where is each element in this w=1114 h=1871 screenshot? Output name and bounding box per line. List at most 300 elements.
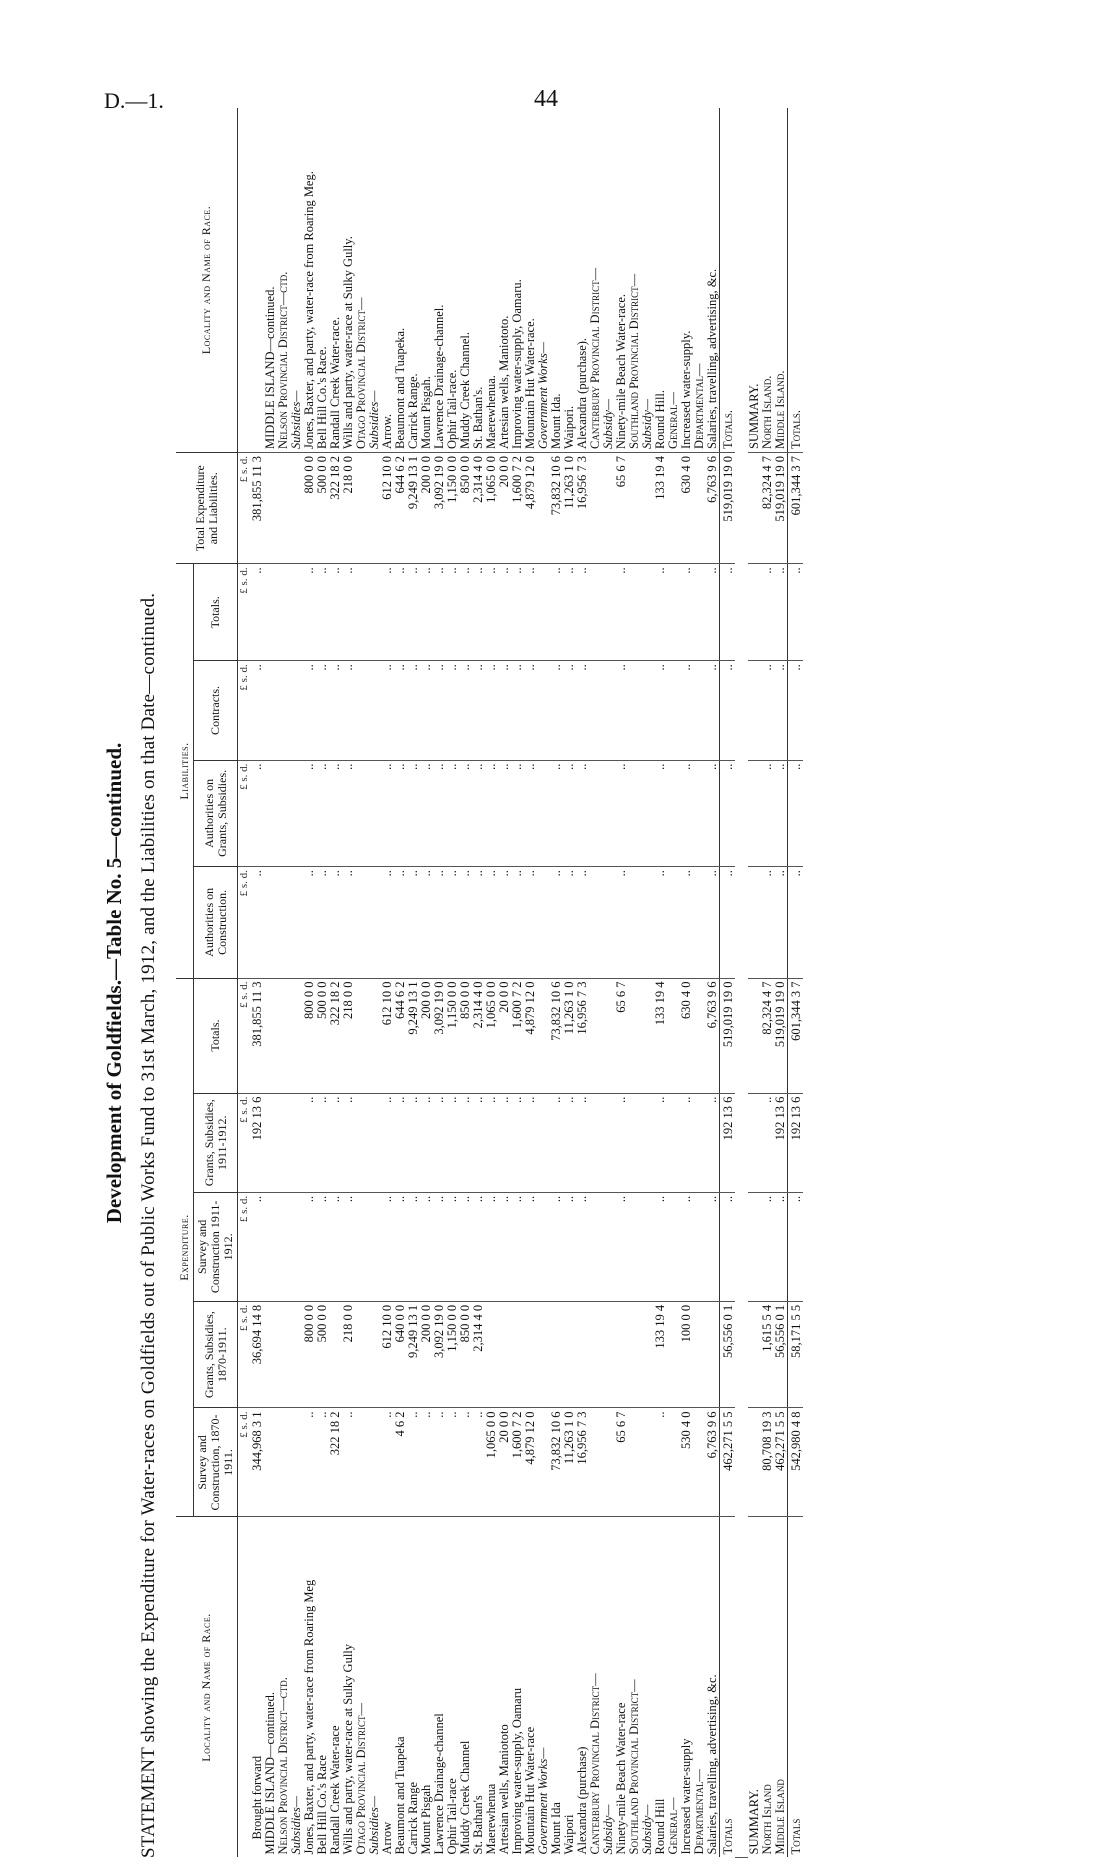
- cell-c5: 644 6 2: [394, 978, 407, 1093]
- row-locality-right: Artesian wells, Maniototo.: [498, 108, 511, 453]
- cell-c5: 630 4 0: [680, 978, 693, 1093]
- cell-c10: 381,855 11 3: [251, 453, 264, 564]
- row-locality: St. Bathan's: [471, 1795, 485, 1855]
- cell-c7: [355, 760, 368, 867]
- cell-c6: ..: [680, 867, 693, 978]
- cell-c4: [693, 1093, 706, 1192]
- row-locality: Totals: [788, 1517, 804, 1858]
- cell-c7: ..: [615, 760, 628, 867]
- unit-label: £ s. d.: [238, 867, 252, 978]
- unit-label: £ s. d.: [238, 760, 252, 867]
- cell-c5: 601,344 3 7: [788, 978, 804, 1093]
- unit-label: £ s. d.: [238, 453, 252, 564]
- cell-c9: [264, 564, 277, 661]
- row-locality-right: Arrow.: [381, 108, 394, 453]
- cell-c8: ..: [550, 661, 563, 760]
- cell-c5: 800 0 0: [303, 978, 316, 1093]
- cell-c3: [355, 1192, 368, 1301]
- row-locality-right: Mountain Hut Water-race.: [524, 108, 537, 453]
- cell-c9: ..: [563, 564, 576, 661]
- cell-c3: ..: [788, 1192, 804, 1301]
- cell-c3: ..: [706, 1192, 720, 1301]
- row-locality: Departmental—: [692, 1769, 706, 1855]
- cell-c2: [511, 1301, 524, 1408]
- cell-c6: ..: [706, 867, 720, 978]
- cell-c3: ..: [720, 1192, 736, 1301]
- cell-c5: 3,092 19 0: [433, 978, 446, 1093]
- cell-c5: 20 0 0: [498, 978, 511, 1093]
- unit-label: £ s. d.: [238, 564, 252, 661]
- cell-c9: [368, 564, 381, 661]
- cell-c2: 133 19 4: [654, 1301, 667, 1408]
- cell-c7: ..: [316, 760, 329, 867]
- cell-c7: ..: [550, 760, 563, 867]
- cell-c10: 1,600 7 2: [511, 453, 524, 564]
- cell-c6: ..: [654, 867, 667, 978]
- cell-c1: ..: [381, 1408, 394, 1517]
- row-locality-right: Beaumont and Tuapeka.: [394, 108, 407, 453]
- cell-c4: 192 13 6: [774, 1093, 788, 1192]
- row-locality-right: Subsidies—: [368, 108, 381, 453]
- cell-c8: ..: [706, 661, 720, 760]
- cell-c4: ..: [394, 1093, 407, 1192]
- cell-c1: 16,956 7 3: [576, 1408, 589, 1517]
- cell-c9: ..: [524, 564, 537, 661]
- cell-c9: ..: [342, 564, 355, 661]
- cell-c3: ..: [761, 1192, 774, 1301]
- cell-c2: 1,150 0 0: [446, 1301, 459, 1408]
- cell-c6: ..: [485, 867, 498, 978]
- cell-c1: ..: [433, 1408, 446, 1517]
- cell-c6: ..: [316, 867, 329, 978]
- row-locality: Ophir Tail-race: [445, 1778, 459, 1855]
- header-auth-grants: Authorities on Grants, Subsidies.: [194, 760, 238, 867]
- cell-c5: 1,600 7 2: [511, 978, 524, 1093]
- cell-c9: [602, 564, 615, 661]
- cell-c7: [290, 760, 303, 867]
- cell-c10: [277, 453, 290, 564]
- cell-c9: ..: [303, 564, 316, 661]
- cell-c10: 630 4 0: [680, 453, 693, 564]
- cell-c7: ..: [420, 760, 433, 867]
- cell-c7: ..: [524, 760, 537, 867]
- cell-c3: ..: [316, 1192, 329, 1301]
- row-locality: Muddy Creek Channel: [458, 1740, 472, 1855]
- cell-c5: 322 18 2: [329, 978, 342, 1093]
- cell-c9: ..: [381, 564, 394, 661]
- cell-c8: [602, 661, 615, 760]
- row-locality-right: Totals.: [788, 108, 804, 453]
- cell-c9: ..: [498, 564, 511, 661]
- cell-c6: ..: [342, 867, 355, 978]
- cell-c2: [576, 1301, 589, 1408]
- cell-c4: ..: [706, 1093, 720, 1192]
- cell-c8: ..: [576, 661, 589, 760]
- cell-c10: 500 0 0: [316, 453, 329, 564]
- cell-c10: 612 10 0: [381, 453, 394, 564]
- cell-c5: 82,324 4 7: [761, 978, 774, 1093]
- cell-c7: [589, 760, 602, 867]
- row-locality: Mount Ida: [549, 1802, 563, 1855]
- table-row: [277, 108, 290, 1858]
- cell-c9: [537, 564, 550, 661]
- cell-c5: 4,879 12 0: [524, 978, 537, 1093]
- cell-c8: ..: [485, 661, 498, 760]
- row-locality-right: Mount Pisgah.: [420, 108, 433, 453]
- cell-c7: ..: [563, 760, 576, 867]
- row-locality: Bell Hill Co.'s Race: [315, 1755, 329, 1855]
- cell-c3: ..: [615, 1192, 628, 1301]
- cell-c3: ..: [459, 1192, 472, 1301]
- cell-c3: ..: [576, 1192, 589, 1301]
- cell-c8: [641, 661, 654, 760]
- cell-c8: [264, 661, 277, 760]
- cell-c4: [589, 1093, 602, 1192]
- cell-c4: ..: [654, 1093, 667, 1192]
- cell-c10: [264, 453, 277, 564]
- cell-c4: ..: [511, 1093, 524, 1192]
- cell-c7: ..: [576, 760, 589, 867]
- header-grants-1911: Grants, Subsidies, 1911-1912.: [194, 1093, 238, 1192]
- cell-c1: ..: [654, 1408, 667, 1517]
- cell-c4: [277, 1093, 290, 1192]
- cell-c4: ..: [576, 1093, 589, 1192]
- cell-c4: ..: [563, 1093, 576, 1192]
- cell-c9: ..: [788, 564, 804, 661]
- cell-c9: ..: [472, 564, 485, 661]
- cell-c6: ..: [720, 867, 736, 978]
- cell-c1: ..: [459, 1408, 472, 1517]
- cell-c3: ..: [446, 1192, 459, 1301]
- cell-c1: [368, 1408, 381, 1517]
- cell-c10: 519,019 19 0: [774, 453, 788, 564]
- cell-c8: ..: [761, 661, 774, 760]
- cell-c1: 1,065 0 0: [485, 1408, 498, 1517]
- cell-c1: 80,708 19 3: [761, 1408, 774, 1517]
- cell-c5: 200 0 0: [420, 978, 433, 1093]
- cell-c4: ..: [342, 1093, 355, 1192]
- cell-c9: ..: [394, 564, 407, 661]
- cell-c8: ..: [433, 661, 446, 760]
- cell-c8: ..: [251, 661, 264, 760]
- cell-c5: [355, 978, 368, 1093]
- cell-c9: [693, 564, 706, 661]
- cell-c9: ..: [433, 564, 446, 661]
- cell-c6: ..: [394, 867, 407, 978]
- cell-c4: ..: [498, 1093, 511, 1192]
- row-locality: Lawrence Drainage-channel: [432, 1713, 446, 1855]
- cell-c9: ..: [706, 564, 720, 661]
- cell-c10: 200 0 0: [420, 453, 433, 564]
- cell-c5: [264, 978, 277, 1093]
- cell-c2: 200 0 0: [420, 1301, 433, 1408]
- cell-c2: 218 0 0: [342, 1301, 355, 1408]
- row-locality-right: Nelson Provincial District—ctd.: [277, 108, 290, 453]
- cell-c4: 192 13 6: [788, 1093, 804, 1192]
- cell-c1: 4,879 12 0: [524, 1408, 537, 1517]
- cell-c1: [264, 1408, 277, 1517]
- cell-c10: 322 18 2: [329, 453, 342, 564]
- cell-c3: [602, 1192, 615, 1301]
- cell-c2: [615, 1301, 628, 1408]
- cell-c10: [589, 453, 602, 564]
- cell-c1: [277, 1408, 290, 1517]
- cell-c2: 1,615 5 4: [761, 1301, 774, 1408]
- cell-c1: 462,271 5 5: [774, 1408, 788, 1517]
- cell-c3: ..: [433, 1192, 446, 1301]
- cell-c6: ..: [420, 867, 433, 978]
- row-locality: Jones, Baxter, and party, water-race from Roaring Meg: [302, 1579, 316, 1855]
- row-locality: Maerewhenua: [484, 1783, 498, 1855]
- cell-c3: [290, 1192, 303, 1301]
- cell-c2: 612 10 0: [381, 1301, 394, 1408]
- cell-c6: [667, 867, 680, 978]
- cell-c8: ..: [381, 661, 394, 760]
- cell-c1: ..: [407, 1408, 420, 1517]
- cell-c4: ..: [316, 1093, 329, 1192]
- cell-c3: ..: [342, 1192, 355, 1301]
- header-total-exp: Total Expenditure and Liabilities.: [176, 453, 238, 564]
- cell-c9: ..: [446, 564, 459, 661]
- cell-c6: ..: [550, 867, 563, 978]
- row-locality: Increased water-supply: [679, 1738, 693, 1855]
- cell-c6: [537, 867, 550, 978]
- cell-c10: 65 6 7: [615, 453, 628, 564]
- cell-c5: 73,832 10 6: [550, 978, 563, 1093]
- cell-c5: 381,855 11 3: [251, 978, 264, 1093]
- cell-c1: 4 6 2: [394, 1408, 407, 1517]
- cell-c7: [667, 760, 680, 867]
- cell-c8: ..: [654, 661, 667, 760]
- cell-c4: [368, 1093, 381, 1192]
- cell-c3: [628, 1192, 641, 1301]
- row-locality: Middle Island: [773, 1779, 787, 1855]
- cell-c8: [693, 661, 706, 760]
- cell-c7: [641, 760, 654, 867]
- cell-c6: ..: [472, 867, 485, 978]
- cell-c6: ..: [563, 867, 576, 978]
- cell-c7: [693, 760, 706, 867]
- cell-c1: 542,980 4 8: [788, 1408, 804, 1517]
- table-row: [774, 108, 788, 1858]
- cell-c5: 519,019 19 0: [774, 978, 788, 1093]
- cell-c10: 11,263 1 0: [563, 453, 576, 564]
- cell-c7: ..: [459, 760, 472, 867]
- cell-c8: ..: [788, 661, 804, 760]
- cell-c9: ..: [615, 564, 628, 661]
- cell-c6: ..: [407, 867, 420, 978]
- cell-c5: 133 19 4: [654, 978, 667, 1093]
- goldfields-table: [176, 108, 803, 1858]
- cell-c6: [589, 867, 602, 978]
- row-locality-right: Middle Island.: [774, 108, 788, 453]
- cell-c2: [524, 1301, 537, 1408]
- cell-c7: [368, 760, 381, 867]
- row-locality: Round Hill: [653, 1798, 667, 1855]
- header-auth-construction: Authorities on Construction.: [194, 867, 238, 978]
- cell-c9: ..: [720, 564, 736, 661]
- cell-c9: [589, 564, 602, 661]
- row-locality-right: Subsidy—: [602, 108, 615, 453]
- cell-c7: ..: [788, 760, 804, 867]
- row-locality-right: Improving water-supply, Oamaru.: [511, 108, 524, 453]
- cell-c1: [355, 1408, 368, 1517]
- cell-c4: [628, 1093, 641, 1192]
- cell-c6: ..: [788, 867, 804, 978]
- cell-c5: 11,263 1 0: [563, 978, 576, 1093]
- unit-label: £ s. d.: [238, 1192, 252, 1301]
- cell-c6: [290, 867, 303, 978]
- cell-c10: 4,879 12 0: [524, 453, 537, 564]
- row-locality-right: Otago Provincial District—: [355, 108, 368, 453]
- cell-c7: [264, 760, 277, 867]
- cell-c7: [537, 760, 550, 867]
- row-locality: Brought forward: [250, 1755, 264, 1840]
- row-locality-right: North Island.: [761, 108, 774, 453]
- cell-c1: 65 6 7: [615, 1408, 628, 1517]
- row-locality-right: General—: [667, 108, 680, 453]
- cell-c8: [667, 661, 680, 760]
- cell-c3: ..: [472, 1192, 485, 1301]
- cell-c10: 16,956 7 3: [576, 453, 589, 564]
- cell-c7: ..: [433, 760, 446, 867]
- row-locality-right: Ophir Tail-race.: [446, 108, 459, 453]
- cell-c1: 344,968 3 1: [251, 1408, 264, 1517]
- row-locality: Artesian wells, Maniototo: [497, 1724, 511, 1855]
- cell-c5: 2,314 4 0: [472, 978, 485, 1093]
- cell-c3: [667, 1192, 680, 1301]
- cell-c7: ..: [329, 760, 342, 867]
- cell-c1: ..: [420, 1408, 433, 1517]
- cell-c1: ..: [342, 1408, 355, 1517]
- cell-c10: 73,832 10 6: [550, 453, 563, 564]
- cell-c6: ..: [774, 867, 788, 978]
- unit-label: £ s. d.: [238, 1093, 252, 1192]
- header-exp-totals: Totals.: [194, 978, 238, 1093]
- page-ref: D.—1.: [104, 88, 164, 113]
- cell-c8: ..: [615, 661, 628, 760]
- cell-c6: ..: [498, 867, 511, 978]
- cell-c8: ..: [316, 661, 329, 760]
- cell-c6: ..: [251, 867, 264, 978]
- cell-c5: 218 0 0: [342, 978, 355, 1093]
- cell-c8: [277, 661, 290, 760]
- cell-c3: ..: [303, 1192, 316, 1301]
- cell-c1: [628, 1408, 641, 1517]
- cell-c1: 20 0 0: [498, 1408, 511, 1517]
- cell-c4: 192 13 6: [251, 1093, 264, 1192]
- cell-c2: [589, 1301, 602, 1408]
- cell-c4: ..: [381, 1093, 394, 1192]
- row-locality-right: Bell Hill Co.'s Race.: [316, 108, 329, 453]
- row-locality-right: Jones, Baxter, and party, water-race from Roaring Meg.: [303, 108, 316, 453]
- row-locality-right: Wills and party, water-race at Sulky Gully.: [342, 108, 355, 453]
- cell-c7: ..: [303, 760, 316, 867]
- cell-c3: ..: [420, 1192, 433, 1301]
- cell-c2: [693, 1301, 706, 1408]
- cell-c9: ..: [761, 564, 774, 661]
- cell-c9: [628, 564, 641, 661]
- cell-c9: ..: [550, 564, 563, 661]
- cell-c2: [550, 1301, 563, 1408]
- cell-c1: 73,832 10 6: [550, 1408, 563, 1517]
- cell-c10: 519,019 19 0: [720, 453, 736, 564]
- cell-c9: [641, 564, 654, 661]
- cell-c3: ..: [485, 1192, 498, 1301]
- cell-c3: ..: [654, 1192, 667, 1301]
- cell-c3: [693, 1192, 706, 1301]
- row-locality: Beaumont and Tuapeka: [393, 1736, 407, 1855]
- cell-c10: 9,249 13 1: [407, 453, 420, 564]
- cell-c2: [277, 1301, 290, 1408]
- cell-c10: 3,092 19 0: [433, 453, 446, 564]
- cell-c2: 36,694 14 8: [251, 1301, 264, 1408]
- cell-c10: 1,150 0 0: [446, 453, 459, 564]
- row-locality-right: Mount Ida.: [550, 108, 563, 453]
- summary-heading: SUMMARY.: [747, 1789, 761, 1855]
- cell-c2: [563, 1301, 576, 1408]
- cell-c6: ..: [381, 867, 394, 978]
- cell-c3: [277, 1192, 290, 1301]
- cell-c4: ..: [550, 1093, 563, 1192]
- cell-c2: [628, 1301, 641, 1408]
- cell-c3: ..: [498, 1192, 511, 1301]
- header-survey-1911: Survey and Construction 1911-1912.: [194, 1192, 238, 1301]
- cell-c10: 601,344 3 7: [788, 453, 804, 564]
- cell-c10: 644 6 2: [394, 453, 407, 564]
- cell-c9: ..: [459, 564, 472, 661]
- cell-c1: 11,263 1 0: [563, 1408, 576, 1517]
- cell-c7: ..: [381, 760, 394, 867]
- cell-c2: 56,556 0 1: [720, 1301, 736, 1408]
- cell-c8: ..: [498, 661, 511, 760]
- cell-c1: 6,763 9 6: [706, 1408, 720, 1517]
- cell-c9: ..: [654, 564, 667, 661]
- cell-c9: [355, 564, 368, 661]
- cell-c2: 9,249 13 1: [407, 1301, 420, 1408]
- cell-c4: [537, 1093, 550, 1192]
- table-row: [654, 108, 667, 1858]
- cell-c2: [537, 1301, 550, 1408]
- cell-c10: 800 0 0: [303, 453, 316, 564]
- cell-c3: [264, 1192, 277, 1301]
- cell-c7: ..: [446, 760, 459, 867]
- row-locality-right: Government Works—: [537, 108, 550, 453]
- table-row: [706, 108, 720, 1858]
- row-locality: MIDDLE ISLAND—continued.: [263, 1692, 277, 1855]
- cell-c8: ..: [563, 661, 576, 760]
- unit-label: £ s. d.: [238, 978, 252, 1093]
- row-locality: Subsidy—: [601, 1804, 615, 1855]
- unit-label: £ s. d.: [238, 1408, 252, 1517]
- cell-c2: 3,092 19 0: [433, 1301, 446, 1408]
- cell-c1: 1,600 7 2: [511, 1408, 524, 1517]
- table-row: [628, 108, 641, 1858]
- cell-c8: [628, 661, 641, 760]
- cell-c4: ..: [485, 1093, 498, 1192]
- cell-c9: ..: [407, 564, 420, 661]
- cell-c7: ..: [511, 760, 524, 867]
- cell-c9: ..: [251, 564, 264, 661]
- header-contracts: Contracts.: [194, 661, 238, 760]
- cell-c2: [355, 1301, 368, 1408]
- cell-c9: ..: [576, 564, 589, 661]
- cell-c8: ..: [420, 661, 433, 760]
- cell-c3: [589, 1192, 602, 1301]
- cell-c4: [355, 1093, 368, 1192]
- cell-c2: 640 0 0: [394, 1301, 407, 1408]
- cell-c7: ..: [342, 760, 355, 867]
